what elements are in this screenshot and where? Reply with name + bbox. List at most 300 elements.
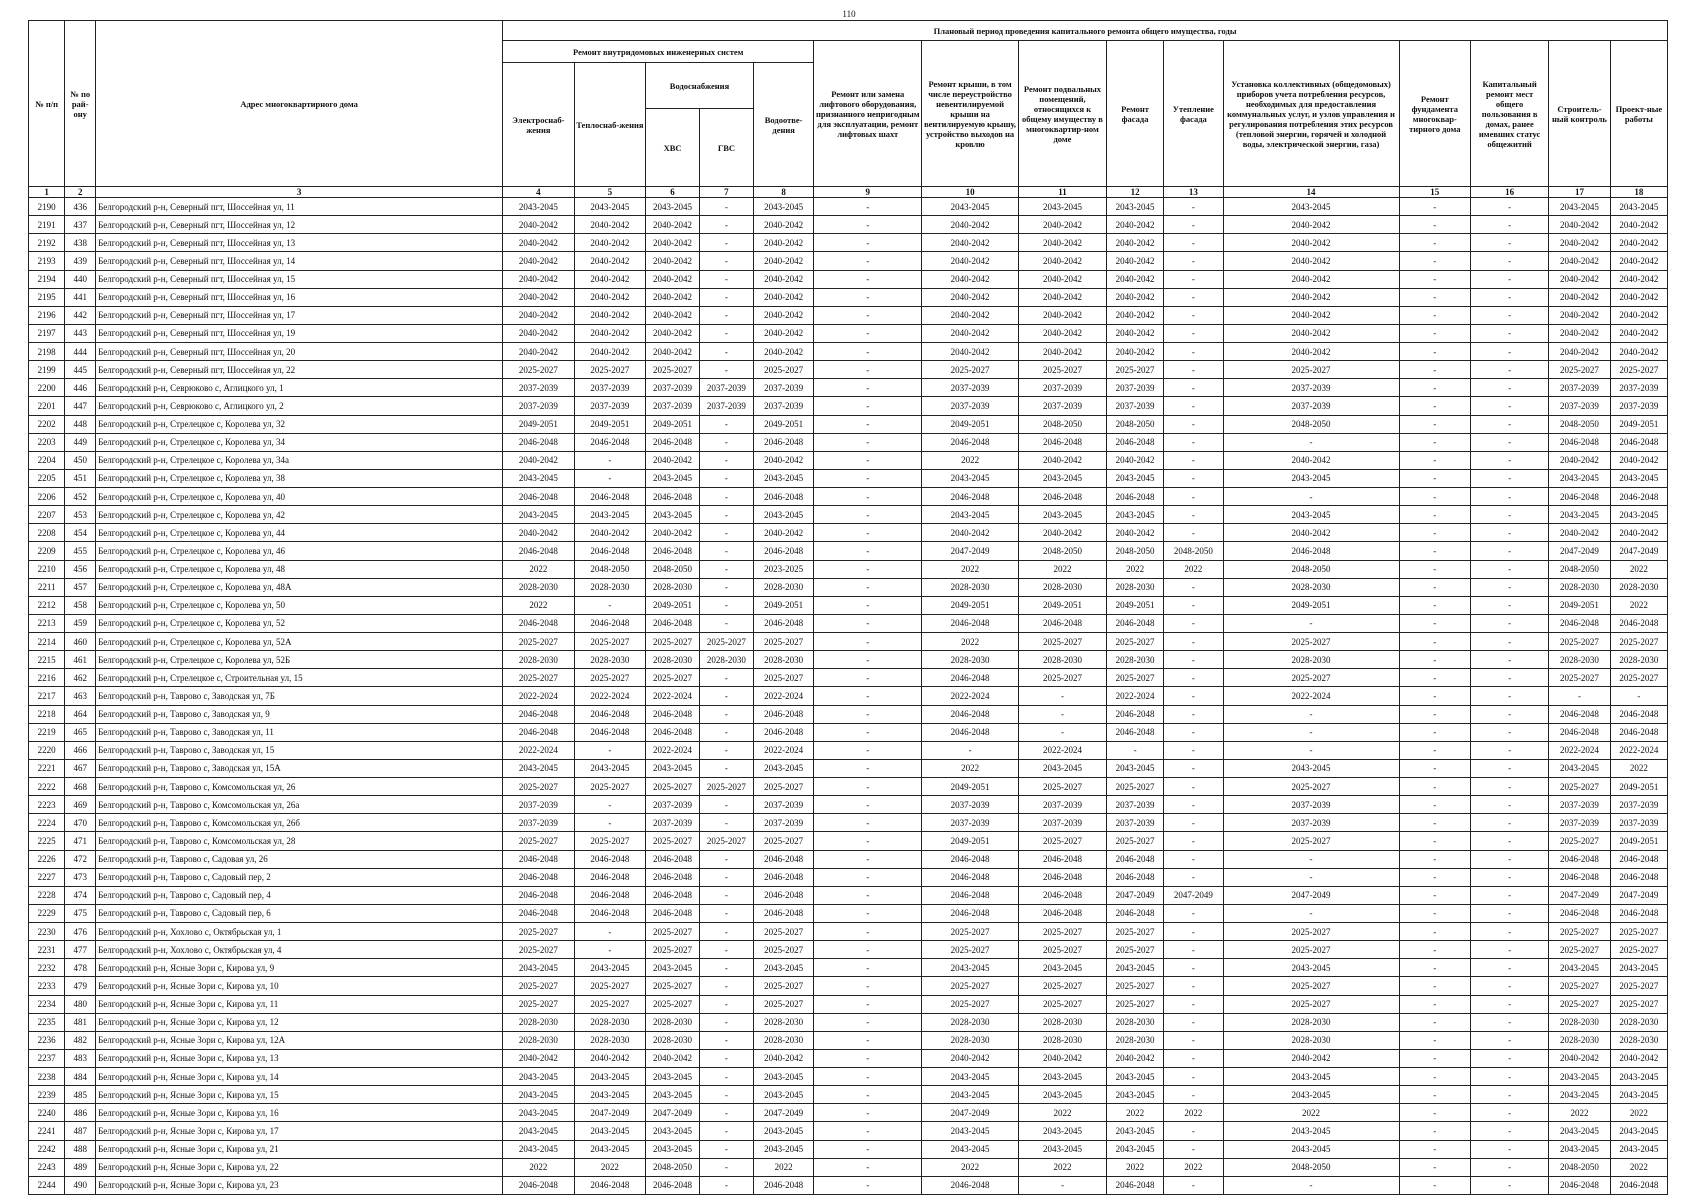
cell-roof: 2025-2027	[922, 995, 1019, 1013]
cell-sewer: 2049-2051	[753, 596, 814, 614]
cell-gvs: -	[699, 324, 753, 342]
cell-rayon-no: 442	[65, 306, 96, 324]
cell-lift: -	[814, 1086, 922, 1104]
cell-insulation: -	[1164, 741, 1223, 759]
cell-sewer: 2040-2042	[753, 524, 814, 542]
cell-basement: 2046-2048	[1018, 433, 1106, 451]
cell-basement: 2037-2039	[1018, 796, 1106, 814]
cell-foundation: -	[1399, 596, 1471, 614]
cell-dorm: -	[1471, 614, 1549, 632]
cell-row-no: 2206	[29, 488, 65, 506]
cell-facade: 2043-2045	[1106, 959, 1163, 977]
cell-hvs: 2040-2042	[646, 451, 700, 469]
cell-control: 2025-2027	[1549, 633, 1611, 651]
cell-rayon-no: 468	[65, 778, 96, 796]
cell-meters: 2040-2042	[1223, 216, 1399, 234]
cell-meters: -	[1223, 614, 1399, 632]
cell-insulation: -	[1164, 361, 1223, 379]
cell-hvs: 2043-2045	[646, 759, 700, 777]
cell-rayon-no: 473	[65, 868, 96, 886]
cell-roof: 2022	[922, 451, 1019, 469]
cell-gvs: -	[699, 488, 753, 506]
cell-design: 2040-2042	[1610, 451, 1667, 469]
cell-address: Белгородский р-н, Северный пгт, Шоссейная ул, 15	[96, 270, 503, 288]
cell-row-no: 2203	[29, 433, 65, 451]
cell-meters: 2025-2027	[1223, 361, 1399, 379]
cell-row-no: 2213	[29, 614, 65, 632]
cell-row-no: 2222	[29, 778, 65, 796]
cell-control: 2040-2042	[1549, 270, 1611, 288]
header-internal-systems: Ремонт внутридомовых инженерных систем	[503, 41, 814, 63]
cell-row-no: 2195	[29, 288, 65, 306]
cell-basement: 2046-2048	[1018, 886, 1106, 904]
header-no: № п/п	[29, 21, 65, 187]
cell-sewer: 2025-2027	[753, 669, 814, 687]
header-facade: Ремонт фасада	[1106, 41, 1163, 187]
cell-lift: -	[814, 234, 922, 252]
cell-foundation: -	[1399, 1122, 1471, 1140]
cell-hvs: 2028-2030	[646, 1013, 700, 1031]
cell-basement: 2037-2039	[1018, 397, 1106, 415]
cell-meters: 2040-2042	[1223, 234, 1399, 252]
table-row	[29, 361, 1668, 379]
cell-control: 2040-2042	[1549, 288, 1611, 306]
cell-facade: 2043-2045	[1106, 1122, 1163, 1140]
cell-control: 2048-2050	[1549, 1158, 1611, 1176]
cell-heat: 2046-2048	[574, 542, 646, 560]
cell-rayon-no: 476	[65, 923, 96, 941]
header-dorm: Капитальный ремонт мест общего пользования в домах, ранее имевших статус общежитий	[1471, 41, 1549, 187]
cell-basement: 2040-2042	[1018, 216, 1106, 234]
cell-electricity: 2043-2045	[503, 759, 575, 777]
cell-hvs: 2028-2030	[646, 1031, 700, 1049]
cell-control: 2043-2045	[1549, 959, 1611, 977]
cell-heat: 2049-2051	[574, 415, 646, 433]
cell-control: 2025-2027	[1549, 778, 1611, 796]
cell-insulation: -	[1164, 1086, 1223, 1104]
cell-design: 2047-2049	[1610, 886, 1667, 904]
cell-foundation: -	[1399, 995, 1471, 1013]
cell-meters: 2040-2042	[1223, 324, 1399, 342]
cell-foundation: -	[1399, 832, 1471, 850]
cell-rayon-no: 469	[65, 796, 96, 814]
cell-meters: 2022-2024	[1223, 687, 1399, 705]
cell-lift: -	[814, 542, 922, 560]
cell-heat: 2025-2027	[574, 633, 646, 651]
cell-address: Белгородский р-н, Таврово с, Садовый пер, 6	[96, 904, 503, 922]
cell-meters: -	[1223, 741, 1399, 759]
cell-lift: -	[814, 397, 922, 415]
cell-lift: -	[814, 759, 922, 777]
cell-hvs: 2025-2027	[646, 669, 700, 687]
cell-lift: -	[814, 1122, 922, 1140]
cell-lift: -	[814, 1104, 922, 1122]
cell-meters: -	[1223, 705, 1399, 723]
cell-gvs: -	[699, 1049, 753, 1067]
header-electricity: Электроснаб-жения	[503, 63, 575, 187]
cell-electricity: 2046-2048	[503, 723, 575, 741]
cell-lift: -	[814, 705, 922, 723]
column-number: 2	[65, 187, 96, 198]
cell-design: 2037-2039	[1610, 379, 1667, 397]
cell-rayon-no: 446	[65, 379, 96, 397]
cell-lift: -	[814, 216, 922, 234]
cell-electricity: 2028-2030	[503, 1031, 575, 1049]
table-row	[29, 433, 1668, 451]
cell-insulation: -	[1164, 415, 1223, 433]
cell-roof: 2046-2048	[922, 886, 1019, 904]
cell-sewer: 2043-2045	[753, 759, 814, 777]
cell-control: 2043-2045	[1549, 469, 1611, 487]
cell-rayon-no: 467	[65, 759, 96, 777]
cell-insulation: -	[1164, 578, 1223, 596]
column-number: 16	[1471, 187, 1549, 198]
cell-heat: 2040-2042	[574, 270, 646, 288]
cell-sewer: 2046-2048	[753, 868, 814, 886]
cell-insulation: -	[1164, 198, 1223, 216]
cell-address: Белгородский р-н, Таврово с, Комсомольская ул, 26б	[96, 814, 503, 832]
cell-gvs: -	[699, 741, 753, 759]
cell-sewer: 2040-2042	[753, 343, 814, 361]
cell-heat: 2046-2048	[574, 868, 646, 886]
cell-address: Белгородский р-н, Северный пгт, Шоссейная ул, 11	[96, 198, 503, 216]
cell-design: 2046-2048	[1610, 433, 1667, 451]
cell-heat: 2043-2045	[574, 1068, 646, 1086]
cell-roof: 2022	[922, 759, 1019, 777]
cell-meters: 2025-2027	[1223, 669, 1399, 687]
table-row	[29, 506, 1668, 524]
cell-facade: 2046-2048	[1106, 614, 1163, 632]
cell-foundation: -	[1399, 669, 1471, 687]
cell-sewer: 2040-2042	[753, 1049, 814, 1067]
cell-roof: 2028-2030	[922, 651, 1019, 669]
cell-facade: 2040-2042	[1106, 324, 1163, 342]
cell-electricity: 2040-2042	[503, 1049, 575, 1067]
cell-foundation: -	[1399, 488, 1471, 506]
table-row	[29, 469, 1668, 487]
cell-dorm: -	[1471, 1140, 1549, 1158]
cell-design: 2037-2039	[1610, 397, 1667, 415]
table-row	[29, 560, 1668, 578]
cell-roof: 2025-2027	[922, 361, 1019, 379]
cell-facade: 2046-2048	[1106, 868, 1163, 886]
cell-lift: -	[814, 850, 922, 868]
cell-dorm: -	[1471, 524, 1549, 542]
cell-heat: 2048-2050	[574, 560, 646, 578]
cell-dorm: -	[1471, 723, 1549, 741]
cell-design: 2043-2045	[1610, 959, 1667, 977]
table-row	[29, 288, 1668, 306]
cell-dorm: -	[1471, 1158, 1549, 1176]
cell-electricity: 2043-2045	[503, 959, 575, 977]
cell-foundation: -	[1399, 506, 1471, 524]
cell-meters: 2043-2045	[1223, 1140, 1399, 1158]
cell-gvs: -	[699, 596, 753, 614]
cell-roof: 2040-2042	[922, 524, 1019, 542]
cell-insulation: -	[1164, 288, 1223, 306]
cell-foundation: -	[1399, 904, 1471, 922]
cell-roof: 2046-2048	[922, 488, 1019, 506]
cell-facade: 2046-2048	[1106, 488, 1163, 506]
cell-rayon-no: 450	[65, 451, 96, 469]
cell-rayon-no: 483	[65, 1049, 96, 1067]
cell-basement: 2043-2045	[1018, 198, 1106, 216]
cell-rayon-no: 436	[65, 198, 96, 216]
cell-facade: 2043-2045	[1106, 506, 1163, 524]
cell-design: 2025-2027	[1610, 977, 1667, 995]
cell-meters: 2043-2045	[1223, 469, 1399, 487]
cell-heat: -	[574, 796, 646, 814]
cell-hvs: 2037-2039	[646, 796, 700, 814]
cell-heat: 2028-2030	[574, 651, 646, 669]
cell-control: 2040-2042	[1549, 343, 1611, 361]
cell-electricity: 2037-2039	[503, 796, 575, 814]
cell-lift: -	[814, 923, 922, 941]
cell-dorm: -	[1471, 343, 1549, 361]
table-row	[29, 687, 1668, 705]
cell-hvs: 2043-2045	[646, 506, 700, 524]
cell-dorm: -	[1471, 814, 1549, 832]
cell-design: 2040-2042	[1610, 324, 1667, 342]
cell-basement: 2025-2027	[1018, 995, 1106, 1013]
cell-design: 2028-2030	[1610, 651, 1667, 669]
cell-sewer: 2025-2027	[753, 633, 814, 651]
cell-electricity: 2040-2042	[503, 234, 575, 252]
cell-design: 2040-2042	[1610, 234, 1667, 252]
cell-insulation: -	[1164, 959, 1223, 977]
cell-dorm: -	[1471, 198, 1549, 216]
cell-roof: 2022	[922, 1158, 1019, 1176]
cell-basement: 2043-2045	[1018, 1068, 1106, 1086]
cell-foundation: -	[1399, 524, 1471, 542]
header-insulation: Утепление фасада	[1164, 41, 1223, 187]
cell-lift: -	[814, 868, 922, 886]
cell-foundation: -	[1399, 1049, 1471, 1067]
cell-gvs: -	[699, 270, 753, 288]
cell-heat: 2043-2045	[574, 506, 646, 524]
cell-heat: -	[574, 451, 646, 469]
cell-control: 2040-2042	[1549, 451, 1611, 469]
table-row	[29, 524, 1668, 542]
header-control: Строитель-ный контроль	[1549, 41, 1611, 187]
cell-row-no: 2198	[29, 343, 65, 361]
cell-control: 2025-2027	[1549, 361, 1611, 379]
cell-address: Белгородский р-н, Таврово с, Комсомольская ул, 26	[96, 778, 503, 796]
cell-gvs: -	[699, 433, 753, 451]
cell-foundation: -	[1399, 198, 1471, 216]
cell-dorm: -	[1471, 1013, 1549, 1031]
cell-rayon-no: 451	[65, 469, 96, 487]
cell-control: 2043-2045	[1549, 1086, 1611, 1104]
column-number: 1	[29, 187, 65, 198]
cell-address: Белгородский р-н, Северный пгт, Шоссейная ул, 17	[96, 306, 503, 324]
cell-dorm: -	[1471, 959, 1549, 977]
cell-heat: 2025-2027	[574, 832, 646, 850]
cell-heat: 2046-2048	[574, 886, 646, 904]
cell-hvs: 2046-2048	[646, 542, 700, 560]
cell-basement: 2043-2045	[1018, 469, 1106, 487]
cell-facade: 2046-2048	[1106, 433, 1163, 451]
cell-foundation: -	[1399, 741, 1471, 759]
cell-dorm: -	[1471, 886, 1549, 904]
cell-design: 2049-2051	[1610, 778, 1667, 796]
cell-lift: -	[814, 488, 922, 506]
cell-insulation: -	[1164, 759, 1223, 777]
cell-hvs: 2040-2042	[646, 306, 700, 324]
cell-hvs: 2022-2024	[646, 741, 700, 759]
cell-hvs: 2028-2030	[646, 651, 700, 669]
cell-row-no: 2241	[29, 1122, 65, 1140]
cell-sewer: 2025-2027	[753, 832, 814, 850]
cell-design: 2043-2045	[1610, 1140, 1667, 1158]
cell-roof: 2049-2051	[922, 778, 1019, 796]
cell-control: 2025-2027	[1549, 995, 1611, 1013]
cell-gvs: -	[699, 198, 753, 216]
cell-basement: -	[1018, 705, 1106, 723]
cell-sewer: 2037-2039	[753, 379, 814, 397]
cell-design: 2028-2030	[1610, 1031, 1667, 1049]
cell-roof: -	[922, 741, 1019, 759]
cell-sewer: 2046-2048	[753, 850, 814, 868]
cell-heat: 2046-2048	[574, 850, 646, 868]
cell-foundation: -	[1399, 1013, 1471, 1031]
cell-heat: -	[574, 941, 646, 959]
cell-roof: 2040-2042	[922, 234, 1019, 252]
cell-heat: 2040-2042	[574, 288, 646, 306]
cell-basement: 2048-2050	[1018, 542, 1106, 560]
cell-control: 2046-2048	[1549, 614, 1611, 632]
cell-rayon-no: 479	[65, 977, 96, 995]
cell-insulation: -	[1164, 306, 1223, 324]
cell-row-no: 2244	[29, 1176, 65, 1194]
cell-rayon-no: 445	[65, 361, 96, 379]
cell-dorm: -	[1471, 1176, 1549, 1194]
cell-control: 2037-2039	[1549, 379, 1611, 397]
cell-address: Белгородский р-н, Северный пгт, Шоссейная ул, 19	[96, 324, 503, 342]
cell-dorm: -	[1471, 759, 1549, 777]
cell-lift: -	[814, 959, 922, 977]
cell-sewer: 2040-2042	[753, 216, 814, 234]
table-row	[29, 306, 1668, 324]
cell-foundation: -	[1399, 705, 1471, 723]
cell-electricity: 2025-2027	[503, 669, 575, 687]
cell-control: 2046-2048	[1549, 1176, 1611, 1194]
cell-roof: 2025-2027	[922, 923, 1019, 941]
cell-meters: 2037-2039	[1223, 397, 1399, 415]
cell-electricity: 2043-2045	[503, 1140, 575, 1158]
cell-meters: 2043-2045	[1223, 506, 1399, 524]
cell-electricity: 2022-2024	[503, 687, 575, 705]
table-row	[29, 596, 1668, 614]
column-number: 8	[753, 187, 814, 198]
cell-row-no: 2223	[29, 796, 65, 814]
cell-meters: 2043-2045	[1223, 1068, 1399, 1086]
cell-hvs: 2046-2048	[646, 868, 700, 886]
cell-meters: -	[1223, 723, 1399, 741]
cell-roof: 2037-2039	[922, 814, 1019, 832]
cell-rayon-no: 449	[65, 433, 96, 451]
cell-hvs: 2028-2030	[646, 578, 700, 596]
cell-roof: 2046-2048	[922, 669, 1019, 687]
cell-foundation: -	[1399, 288, 1471, 306]
cell-insulation: 2047-2049	[1164, 886, 1223, 904]
cell-foundation: -	[1399, 651, 1471, 669]
cell-roof: 2040-2042	[922, 1049, 1019, 1067]
cell-lift: -	[814, 506, 922, 524]
cell-basement: 2046-2048	[1018, 488, 1106, 506]
cell-foundation: -	[1399, 252, 1471, 270]
cell-heat: 2043-2045	[574, 198, 646, 216]
cell-electricity: 2025-2027	[503, 778, 575, 796]
cell-rayon-no: 441	[65, 288, 96, 306]
cell-lift: -	[814, 796, 922, 814]
cell-sewer: 2037-2039	[753, 814, 814, 832]
cell-sewer: 2028-2030	[753, 578, 814, 596]
table-row	[29, 814, 1668, 832]
cell-basement: 2040-2042	[1018, 270, 1106, 288]
cell-foundation: -	[1399, 270, 1471, 288]
table-row	[29, 198, 1668, 216]
cell-gvs: -	[699, 578, 753, 596]
cell-rayon-no: 440	[65, 270, 96, 288]
cell-sewer: 2040-2042	[753, 451, 814, 469]
cell-control: 2040-2042	[1549, 216, 1611, 234]
cell-gvs: -	[699, 959, 753, 977]
cell-foundation: -	[1399, 1086, 1471, 1104]
cell-hvs: 2040-2042	[646, 1049, 700, 1067]
cell-lift: -	[814, 1140, 922, 1158]
cell-address: Белгородский р-н, Стрелецкое с, Королева ул, 50	[96, 596, 503, 614]
cell-foundation: -	[1399, 451, 1471, 469]
cell-row-no: 2237	[29, 1049, 65, 1067]
cell-electricity: 2043-2045	[503, 1068, 575, 1086]
cell-address: Белгородский р-н, Таврово с, Садовая ул, 26	[96, 850, 503, 868]
cell-lift: -	[814, 343, 922, 361]
cell-heat: 2040-2042	[574, 216, 646, 234]
cell-electricity: 2025-2027	[503, 995, 575, 1013]
cell-design: 2025-2027	[1610, 995, 1667, 1013]
cell-electricity: 2040-2042	[503, 343, 575, 361]
cell-facade: 2046-2048	[1106, 705, 1163, 723]
cell-gvs: -	[699, 1122, 753, 1140]
table-header	[29, 21, 1668, 198]
cell-insulation: 2022	[1164, 560, 1223, 578]
cell-row-no: 2240	[29, 1104, 65, 1122]
cell-sewer: 2025-2027	[753, 923, 814, 941]
cell-roof: 2040-2042	[922, 306, 1019, 324]
table-row	[29, 977, 1668, 995]
cell-foundation: -	[1399, 941, 1471, 959]
cell-basement: 2043-2045	[1018, 959, 1106, 977]
cell-hvs: 2037-2039	[646, 379, 700, 397]
cell-hvs: 2025-2027	[646, 941, 700, 959]
cell-insulation: -	[1164, 234, 1223, 252]
cell-control: -	[1549, 687, 1611, 705]
cell-lift: -	[814, 941, 922, 959]
cell-design: 2040-2042	[1610, 216, 1667, 234]
cell-lift: -	[814, 614, 922, 632]
cell-insulation: -	[1164, 397, 1223, 415]
cell-rayon-no: 444	[65, 343, 96, 361]
cell-dorm: -	[1471, 778, 1549, 796]
cell-insulation: -	[1164, 1031, 1223, 1049]
cell-lift: -	[814, 288, 922, 306]
cell-lift: -	[814, 741, 922, 759]
cell-hvs: 2040-2042	[646, 234, 700, 252]
cell-insulation: -	[1164, 324, 1223, 342]
table-row	[29, 832, 1668, 850]
cell-rayon-no: 461	[65, 651, 96, 669]
